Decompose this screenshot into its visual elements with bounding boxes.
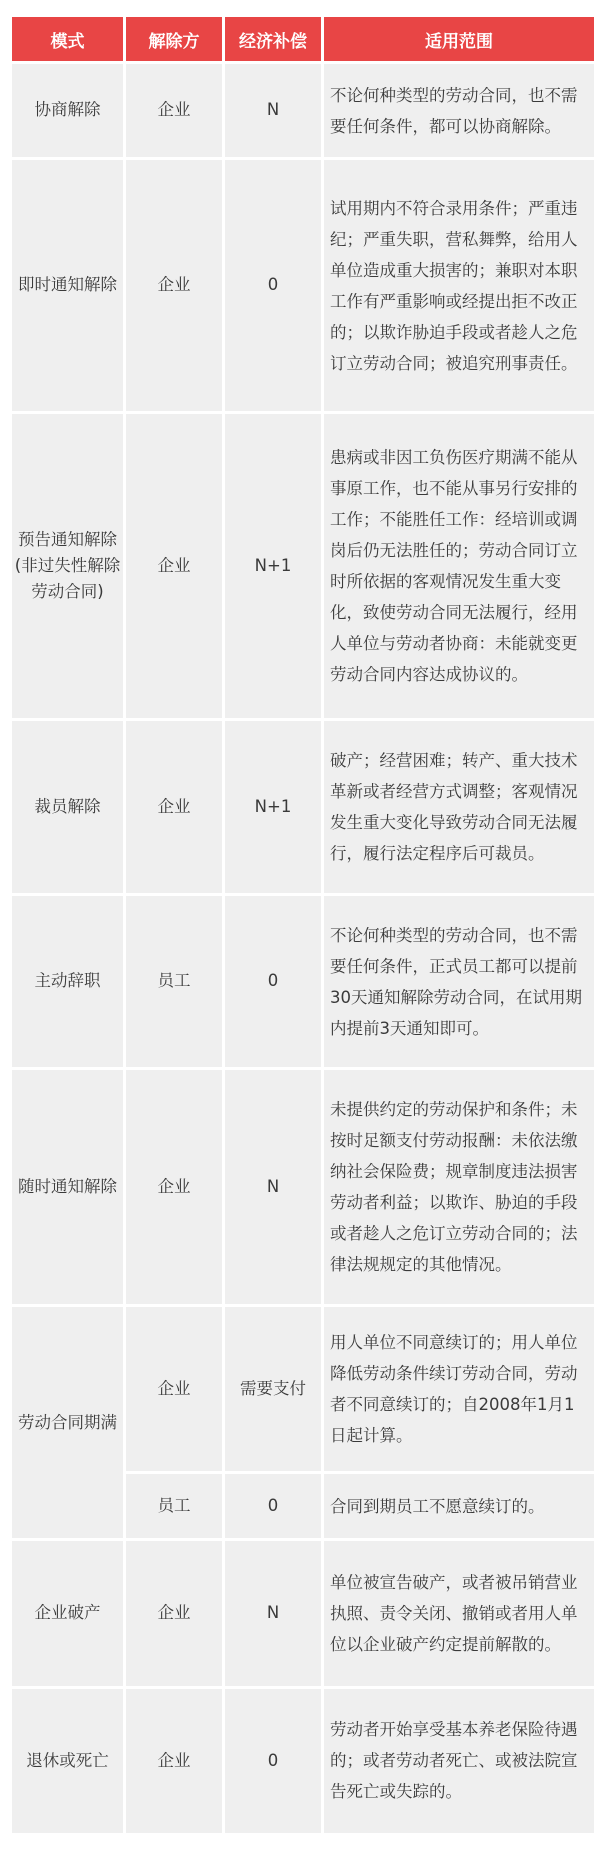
table-row bbox=[12, 1307, 594, 1471]
party-cell: 企业 bbox=[126, 64, 222, 157]
party-cell: 企业 bbox=[126, 1541, 222, 1685]
table-row bbox=[12, 1541, 594, 1685]
party-cell: 企业 bbox=[126, 1070, 222, 1304]
table-row bbox=[12, 64, 594, 157]
compensation-cell: N bbox=[225, 1070, 321, 1304]
party-cell: 企业 bbox=[126, 160, 222, 411]
scope-cell: 合同到期员工不愿意续订的。 bbox=[324, 1474, 594, 1539]
scope-cell: 劳动者开始享受基本养老保险待遇的；或者劳动者死亡、或被法院宣告死亡或失踪的。 bbox=[324, 1689, 594, 1833]
scope-cell: 单位被宣告破产，或者被吊销营业执照、责令关闭、撤销或者用人单位以企业破产约定提前解散的。 bbox=[324, 1541, 594, 1685]
compensation-cell: N bbox=[225, 1541, 321, 1685]
mode-cell: 劳动合同期满 bbox=[12, 1307, 123, 1538]
scope-cell: 用人单位不同意续订的；用人单位降低劳动条件续订劳动合同，劳动者不同意续订的；自2008年1月1日起计算。 bbox=[324, 1307, 594, 1471]
mode-cell: 协商解除 bbox=[12, 64, 123, 157]
mode-cell: 裁员解除 bbox=[12, 721, 123, 892]
table-row bbox=[12, 1070, 594, 1304]
mode-cell: 企业破产 bbox=[12, 1541, 123, 1685]
mode-cell: 预告通知解除 (非过失性解除 劳动合同) bbox=[12, 414, 123, 718]
party-cell: 企业 bbox=[126, 1307, 222, 1471]
scope-cell: 不论何种类型的劳动合同，也不需要任何条件，正式员工都可以提前30天通知解除劳动合同，在试用期内提前3天通知即可。 bbox=[324, 896, 594, 1067]
compensation-cell: N+1 bbox=[225, 414, 321, 718]
compensation-cell: 0 bbox=[225, 896, 321, 1067]
scope-cell: 试用期内不符合录用条件；严重违纪；严重失职，营私舞弊，给用人单位造成重大损害的；兼职对本职工作有严重影响或经提出拒不改正的；以欺诈胁迫手段或者趁人之危订立劳动合同；被追究刑事责任。 bbox=[324, 160, 594, 411]
header-party: 解除方 bbox=[126, 17, 222, 61]
compensation-cell: N+1 bbox=[225, 721, 321, 892]
table-row bbox=[12, 414, 594, 718]
table-row bbox=[12, 721, 594, 892]
party-cell: 员工 bbox=[126, 1474, 222, 1539]
compensation-cell: 0 bbox=[225, 1474, 321, 1539]
mode-cell: 即时通知解除 bbox=[12, 160, 123, 411]
termination-table bbox=[9, 14, 597, 1836]
scope-cell: 破产；经营困难；转产、重大技术革新或者经营方式调整；客观情况发生重大变化导致劳动合同无法履行，履行法定程序后可裁员。 bbox=[324, 721, 594, 892]
table-row bbox=[12, 160, 594, 411]
compensation-cell: 需要支付 bbox=[225, 1307, 321, 1471]
header-compensation: 经济补偿 bbox=[225, 17, 321, 61]
compensation-cell: 0 bbox=[225, 1689, 321, 1833]
header-row bbox=[12, 17, 594, 61]
header-mode: 模式 bbox=[12, 17, 123, 61]
table-row bbox=[12, 896, 594, 1067]
party-cell: 员工 bbox=[126, 896, 222, 1067]
compensation-cell: N bbox=[225, 64, 321, 157]
scope-cell: 患病或非因工负伤医疗期满不能从事原工作，也不能从事另行安排的工作；不能胜任工作：经培训或调岗后仍无法胜任的；劳动合同订立时所依据的客观情况发生重大变化，致使劳动合同无法履行，经用人单位与劳动者协商：未能就变更劳动合同内容达成协议的。 bbox=[324, 414, 594, 718]
mode-cell: 主动辞职 bbox=[12, 896, 123, 1067]
mode-cell: 退休或死亡 bbox=[12, 1689, 123, 1833]
party-cell: 企业 bbox=[126, 721, 222, 892]
table-row bbox=[12, 1689, 594, 1833]
party-cell: 企业 bbox=[126, 1689, 222, 1833]
mode-cell: 随时通知解除 bbox=[12, 1070, 123, 1304]
party-cell: 企业 bbox=[126, 414, 222, 718]
scope-cell: 未提供约定的劳动保护和条件；未按时足额支付劳动报酬：未依法缴纳社会保险费；规章制度违法损害劳动者利益；以欺诈、胁迫的手段或者趁人之危订立劳动合同的；法律法规规定的其他情况。 bbox=[324, 1070, 594, 1304]
scope-cell: 不论何种类型的劳动合同，也不需要任何条件，都可以协商解除。 bbox=[324, 64, 594, 157]
compensation-cell: 0 bbox=[225, 160, 321, 411]
header-scope: 适用范围 bbox=[324, 17, 594, 61]
